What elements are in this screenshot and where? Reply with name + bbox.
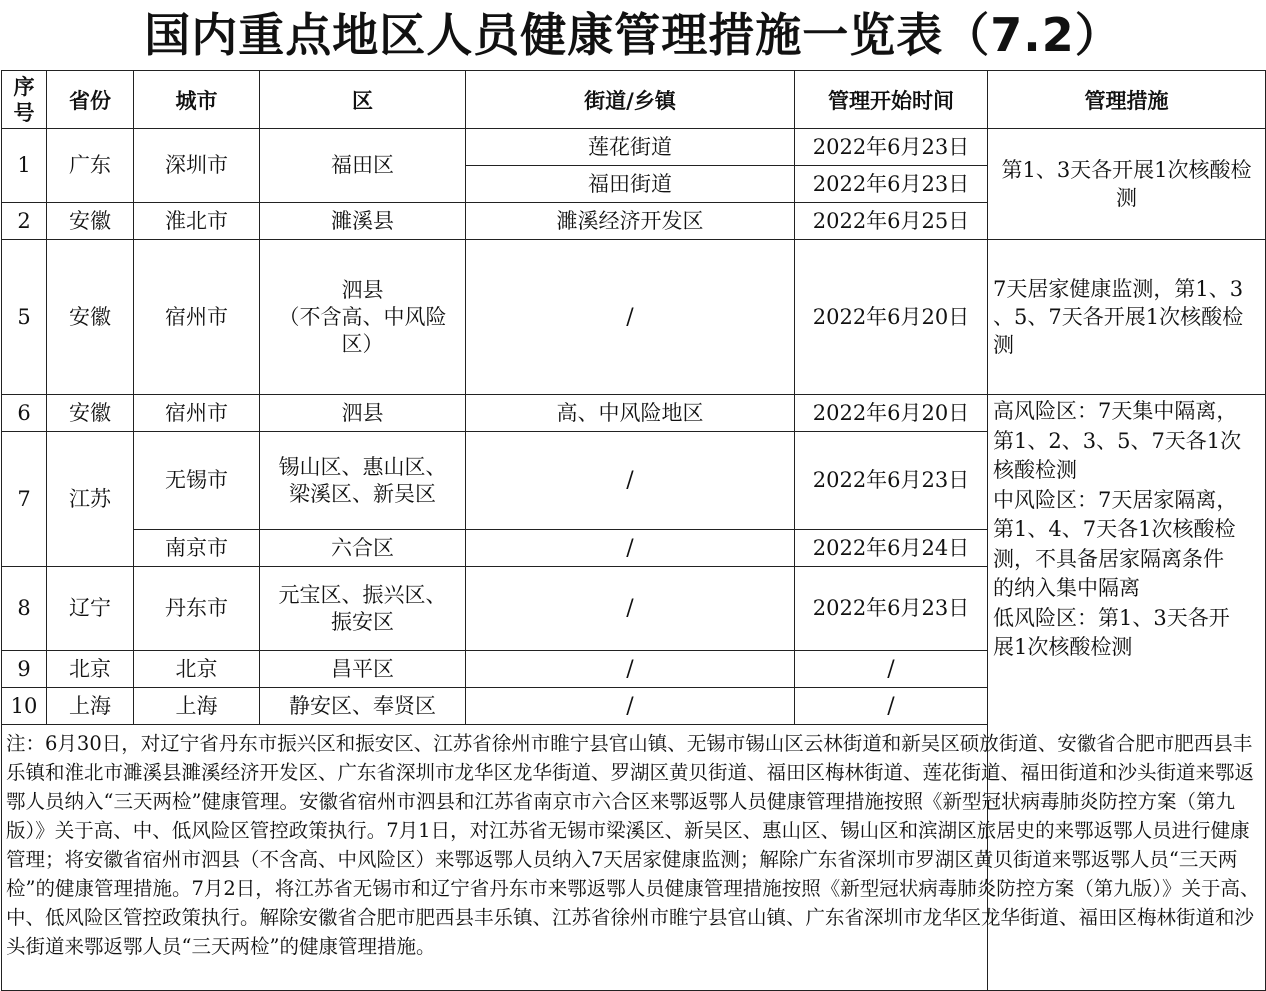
table-row	[2, 395, 1266, 432]
cell-seq: 2	[2, 203, 47, 240]
cell-province: 辽宁	[47, 567, 134, 651]
cell-province: 上海	[47, 688, 134, 725]
cell-district: 泗县 （不含高、中风险 区）	[260, 240, 466, 395]
cell-city: 北京	[134, 651, 260, 688]
cell-district: 泗县	[260, 395, 466, 432]
cell-street: 高、中风险地区	[466, 395, 795, 432]
cell-measures-1: 第1、3天各开展1次核酸检 测	[988, 129, 1266, 240]
cell-district: 六合区	[260, 530, 466, 567]
cell-seq: 6	[2, 395, 47, 432]
measures-table	[1, 70, 1266, 991]
cell-start-time: 2022年6月25日	[795, 203, 988, 240]
cell-street: /	[466, 567, 795, 651]
cell-street: /	[466, 688, 795, 725]
header-city: 城市	[134, 71, 260, 129]
cell-street: 福田街道	[466, 166, 795, 203]
cell-start-time: 2022年6月20日	[795, 240, 988, 395]
cell-start-time: 2022年6月20日	[795, 395, 988, 432]
cell-city: 丹东市	[134, 567, 260, 651]
cell-seq: 9	[2, 651, 47, 688]
cell-street: 濉溪经济开发区	[466, 203, 795, 240]
cell-start-time: 2022年6月23日	[795, 129, 988, 166]
cell-seq: 7	[2, 432, 47, 567]
cell-street: 莲花街道	[466, 129, 795, 166]
cell-start-time: 2022年6月24日	[795, 530, 988, 567]
cell-street: /	[466, 432, 795, 530]
cell-province: 安徽	[47, 203, 134, 240]
header-district: 区	[260, 71, 466, 129]
cell-seq: 5	[2, 240, 47, 395]
measures-table-wrapper	[1, 70, 1265, 991]
cell-province: 安徽	[47, 395, 134, 432]
cell-measures-2: 7天居家健康监测，第1、3 、5、7天各开展1次核酸检 测	[988, 240, 1266, 395]
header-seq: 序号	[2, 71, 47, 129]
table-row	[2, 129, 1266, 166]
cell-city: 深圳市	[134, 129, 260, 203]
cell-city: 无锡市	[134, 432, 260, 530]
header-street: 街道/乡镇	[466, 71, 795, 129]
cell-district: 静安区、奉贤区	[260, 688, 466, 725]
cell-province: 广东	[47, 129, 134, 203]
cell-street: /	[466, 530, 795, 567]
header-start-time: 管理开始时间	[795, 71, 988, 129]
cell-province: 江苏	[47, 432, 134, 567]
cell-city: 宿州市	[134, 240, 260, 395]
cell-city: 宿州市	[134, 395, 260, 432]
cell-district: 濉溪县	[260, 203, 466, 240]
cell-city: 淮北市	[134, 203, 260, 240]
cell-province: 安徽	[47, 240, 134, 395]
cell-street: /	[466, 651, 795, 688]
header-province: 省份	[47, 71, 134, 129]
cell-city: 南京市	[134, 530, 260, 567]
cell-district: 福田区	[260, 129, 466, 203]
cell-seq: 10	[2, 688, 47, 725]
cell-province: 北京	[47, 651, 134, 688]
table-row	[2, 240, 1266, 395]
cell-seq: 8	[2, 567, 47, 651]
page-title: 国内重点地区人员健康管理措施一览表（7.2）	[144, 8, 1122, 62]
cell-start-time: /	[795, 688, 988, 725]
cell-city: 上海	[134, 688, 260, 725]
cell-start-time: 2022年6月23日	[795, 166, 988, 203]
footnote: 注：6月30日，对辽宁省丹东市振兴区和振安区、江苏省徐州市睢宁县官山镇、无锡市锡山区云林街道和新吴区硕放街道、安徽省合肥市肥西县丰乐镇和淮北市濉溪县濉溪经济开发区、广东省深圳市龙华区龙华街道、罗湖区黄贝街道、福田区梅林街道、莲花街道、福田街道和沙头街道来鄂返鄂人员纳入“三天两检”健康管理。安徽省宿州市泗县和江苏省南京市六合区来鄂返鄂人员健康管理措施按照《新型冠状病毒肺炎防控方案（第九版）》关于高、中、低风险区管控政策执行。7月1日，对江苏省无锡市梁溪区、新吴区、惠山区、锡山区和滨湖区旅居史的来鄂返鄂人员进行健康管理；将安徽省宿州市泗县（不含高、中风险区）来鄂返鄂人员纳入7天居家健康监测；解除广东省深圳市罗湖区黄贝街道来鄂返鄂人员“三天两检”的健康管理措施。7月2日，将江苏省无锡市和辽宁省丹东市来鄂返鄂人员健康管理措施按照《新型冠状病毒肺炎防控方案（第九版）》关于高、中、低风险区管控政策执行。解除安徽省合肥市肥西县丰乐镇、江苏省徐州市睢宁县官山镇、广东省深圳市龙华区龙华街道、福田区梅林街道和沙头街道来鄂返鄂人员“三天两检”的健康管理措施。	[2, 725, 1266, 991]
header-measures: 管理措施	[988, 71, 1266, 129]
cell-start-time: 2022年6月23日	[795, 432, 988, 530]
cell-seq: 1	[2, 129, 47, 203]
cell-start-time: 2022年6月23日	[795, 567, 988, 651]
cell-measures-3: 高风险区：7天集中隔离， 第1、2、3、5、7天各1次 核酸检测 中风险区：7天居家隔离， 第1、4、7天各1次核酸检 测，不具备居家隔离条件 的纳入集中隔离 低风险区：第1、3天各开 展1次核酸检测	[988, 395, 1266, 991]
cell-district: 元宝区、振兴区、 振安区	[260, 567, 466, 651]
note-row	[2, 725, 1266, 991]
cell-start-time: /	[795, 651, 988, 688]
cell-district: 昌平区	[260, 651, 466, 688]
header-row	[2, 71, 1266, 129]
cell-district: 锡山区、惠山区、 梁溪区、新吴区	[260, 432, 466, 530]
cell-street: /	[466, 240, 795, 395]
